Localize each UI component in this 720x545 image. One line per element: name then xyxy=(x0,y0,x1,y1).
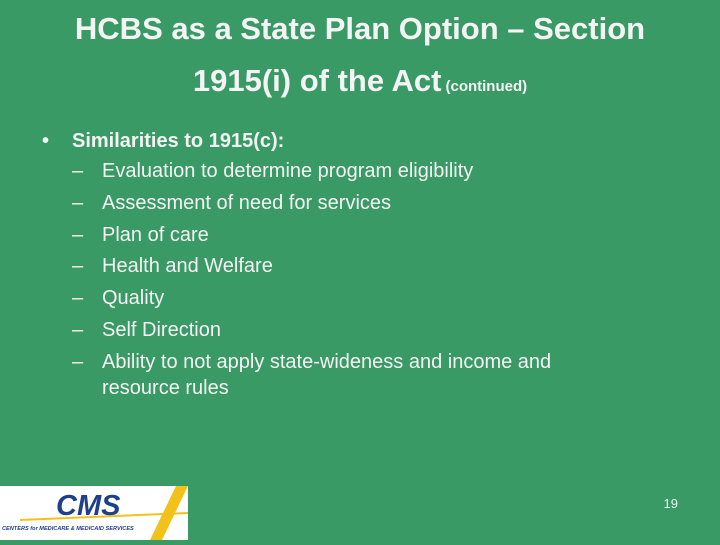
sub-bullet-text: Self Direction xyxy=(102,318,221,341)
sub-bullet-item xyxy=(40,285,680,311)
dash-marker: – xyxy=(72,255,84,278)
sub-bullet-text: Health and Welfare xyxy=(102,255,273,278)
sub-bullet-item xyxy=(40,253,680,279)
cms-logo-text: CMS xyxy=(56,490,121,522)
dash-marker: – xyxy=(72,160,84,182)
bullet-marker: • xyxy=(42,130,50,152)
sub-bullet-list xyxy=(40,158,680,401)
dash-marker: – xyxy=(72,350,84,373)
sub-bullet-text: Evaluation to determine program eligibility xyxy=(102,160,474,182)
sub-bullet-text: Quality xyxy=(102,287,165,310)
slide-title-suffix: (continued) xyxy=(445,78,528,95)
cms-logo-subtext: CENTERS for MEDICARE & MEDICAID SERVICES xyxy=(2,526,134,532)
cms-logo xyxy=(0,486,188,540)
dash-marker: – xyxy=(72,223,84,246)
slide-content xyxy=(40,128,680,407)
dash-marker: – xyxy=(72,318,84,341)
sub-bullet-item xyxy=(40,222,680,248)
dash-marker: – xyxy=(72,287,84,310)
sub-bullet-item xyxy=(40,190,680,216)
slide-title-main: HCBS as a State Plan Option – Section 1915(i) of the Act xyxy=(74,11,646,98)
cms-logo-graphic xyxy=(0,486,188,540)
dash-marker: – xyxy=(72,191,84,214)
sub-bullet-item xyxy=(40,158,680,184)
sub-bullet-item xyxy=(40,349,680,401)
sub-bullet-text: Ability to not apply state-wideness and income and resource rules xyxy=(102,350,552,399)
bullet-item xyxy=(40,128,680,154)
sub-bullet-item xyxy=(40,317,680,343)
slide-title xyxy=(40,6,680,110)
sub-bullet-text: Assessment of need for services xyxy=(102,191,392,214)
page-number: 19 xyxy=(663,496,678,511)
sub-bullet-text: Plan of care xyxy=(102,223,209,246)
bullet-text: Similarities to 1915(c): xyxy=(72,130,285,152)
